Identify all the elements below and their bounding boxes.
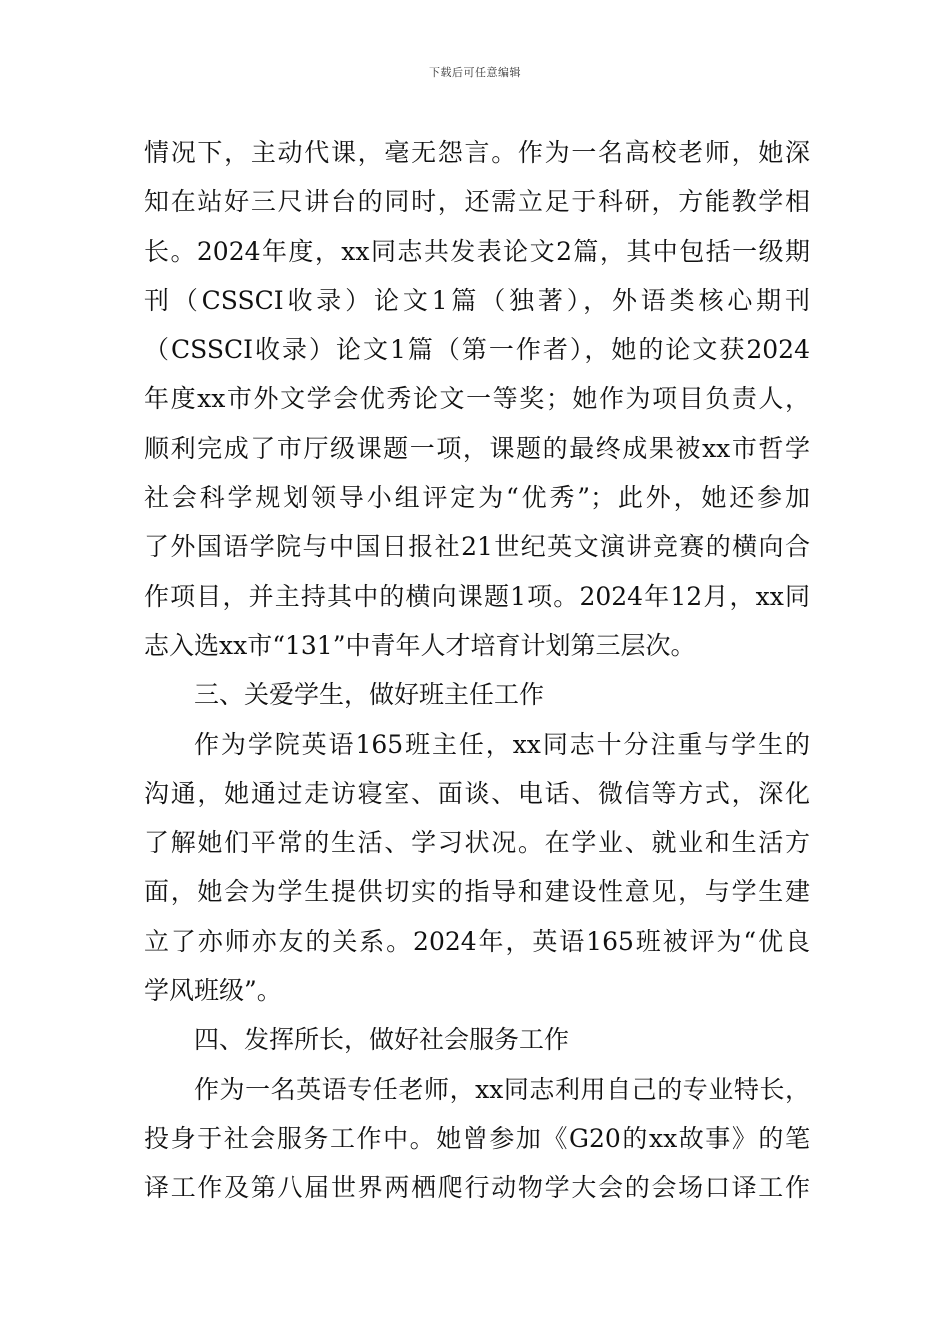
text-line: 译工作及第八届世界两栖爬行动物学大会的会场口译工作 xyxy=(144,1173,810,1203)
text-line: 顺利完成了市厅级课题一项，课题的最终成果被xx市哲学 xyxy=(144,433,810,463)
section-heading-3: 三、关爱学生，做好班主任工作 xyxy=(194,680,545,710)
text-line: 面，她会为学生提供切实的指导和建设性意见，与学生建 xyxy=(144,877,810,907)
text-line: 沟通，她通过走访寝室、面谈、电话、微信等方式，深化 xyxy=(144,778,810,808)
paragraph-end-line: 学风班级”。 xyxy=(144,976,282,1006)
text-line: 刊（CSSCI收录）论文1篇（独著），外语类核心期刊 xyxy=(144,285,810,315)
paragraph-end-line: 志入选xx市“131”中青年人才培育计划第三层次。 xyxy=(144,630,696,660)
page-header: 下载后可任意编辑 xyxy=(429,66,521,79)
section-heading-4: 四、发挥所长，做好社会服务工作 xyxy=(194,1025,570,1055)
document-body xyxy=(144,128,810,1213)
text-line: 投身于社会服务工作中。她曾参加《G20的xx故事》的笔 xyxy=(144,1123,810,1153)
text-line: 了外国语学院与中国日报社21世纪英文演讲竞赛的横向合 xyxy=(144,532,810,562)
text-line: 作项目，并主持其中的横向课题1项。2024年12月，xx同 xyxy=(144,581,810,611)
text-line: （CSSCI收录）论文1篇（第一作者），她的论文获2024 xyxy=(144,335,810,365)
paragraph-start-line: 作为学院英语165班主任，xx同志十分注重与学生的 xyxy=(194,729,810,759)
text-line: 长。2024年度，xx同志共发表论文2篇，其中包括一级期 xyxy=(144,236,810,266)
text-line: 知在站好三尺讲台的同时，还需立足于科研，方能教学相 xyxy=(144,187,810,217)
text-line: 社会科学规划领导小组评定为“优秀”；此外，她还参加 xyxy=(144,483,810,513)
paragraph-start-line: 作为一名英语专任老师，xx同志利用自己的专业特长， xyxy=(194,1074,810,1104)
text-line: 立了亦师亦友的关系。2024年，英语165班被评为“优良 xyxy=(144,926,810,956)
text-line: 了解她们平常的生活、学习状况。在学业、就业和生活方 xyxy=(144,828,810,858)
text-line: 年度xx市外文学会优秀论文一等奖；她作为项目负责人， xyxy=(144,384,810,414)
text-line: 情况下，主动代课，毫无怨言。作为一名高校老师，她深 xyxy=(144,138,810,167)
